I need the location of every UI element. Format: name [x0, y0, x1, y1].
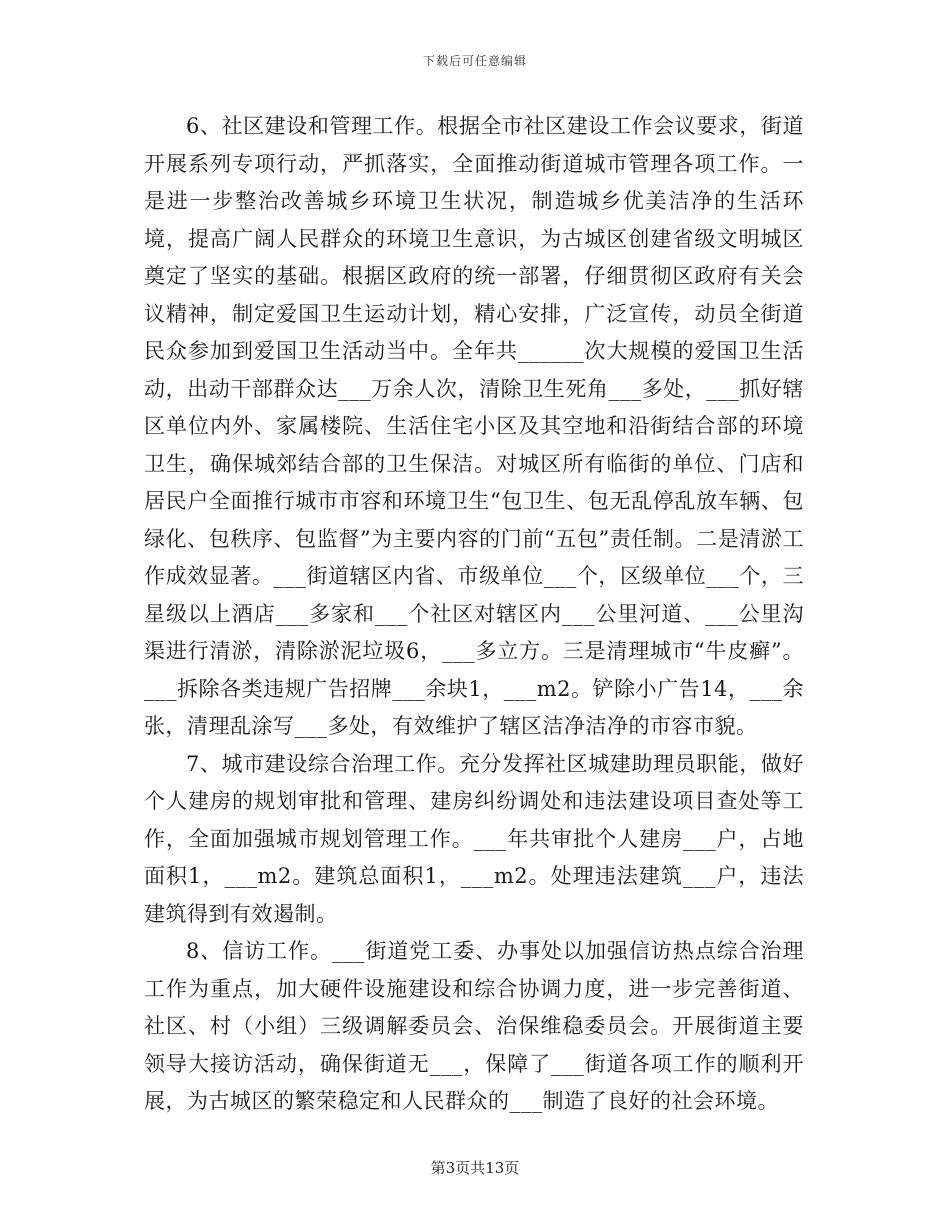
document-body [144, 108, 804, 1121]
paragraph-petition-work: 8、信访工作。___街道党工委、办事处以加强信访热点综合治理工作为重点，加大硬件设施建设和综合协调力度，进一步完善街道、社区、村（小组）三级调解委员会、治保维稳委员会。开展街道主要领导大接访活动，确保街道无___，保障了___街道各项工作的顺利开展，为古城区的繁荣稳定和人民群众的___制造了良好的社会环境。 [144, 939, 804, 1113]
paragraph-urban-construction: 7、城市建设综合治理工作。充分发挥社区城建助理员职能，做好个人建房的规划审批和管理、建房纠纷调处和违法建设项目查处等工作，全面加强城市规划管理工作。___年共审批个人建房___户，占地面积1，___m2。建筑总面积1，___m2。处理违法建筑___户，违法建筑得到有效遏制。 [144, 751, 804, 926]
paragraph-community-construction: 6、社区建设和管理工作。根据全市社区建设工作会议要求，街道开展系列专项行动，严抓落实，全面推动街道城市管理各项工作。一是进一步整治改善城乡环境卫生状况，制造城乡优美洁净的生活环境，提高广阔人民群众的环境卫生意识，为古城区创建省级文明城区奠定了坚实的基础。根据区政府的统一部署，仔细贯彻区政府有关会议精神，制定爱国卫生运动计划，精心安排，广泛宣传，动员全街道民众参加到爱国卫生活动当中。全年共______次大规模的爱国卫生活动，出动干部群众达___万余人次，清除卫生死角___多处，___抓好辖区单位内外、家属楼院、生活住宅小区及其空地和沿街结合部的环境卫生，确保城郊结合部的卫生保洁。对城区所有临街的单位、门店和居民户全面推行城市市容和环境卫生“包卫生、包无乱停乱放车辆、包绿化、包秩序、包监督”为主要内容的门前“五包”责任制。二是清淤工作成效显著。___街道辖区内省、市级单位___个，区级单位___个，三星级以上酒店___多家和___个社区对辖区内___公里河道、___公里沟渠进行清淤，清除淤泥垃圾6，___多立方。三是清理城市“牛皮癣”。___拆除各类违规广告招牌___余块1，___m2。铲除小广告14，___余张，清理乱涂写___多处，有效维护了辖区洁净洁净的市容市貌。 [144, 114, 804, 738]
page-header: 下载后可任意编辑 [422, 54, 527, 68]
page-number: 第3页共13页 [430, 1159, 520, 1177]
